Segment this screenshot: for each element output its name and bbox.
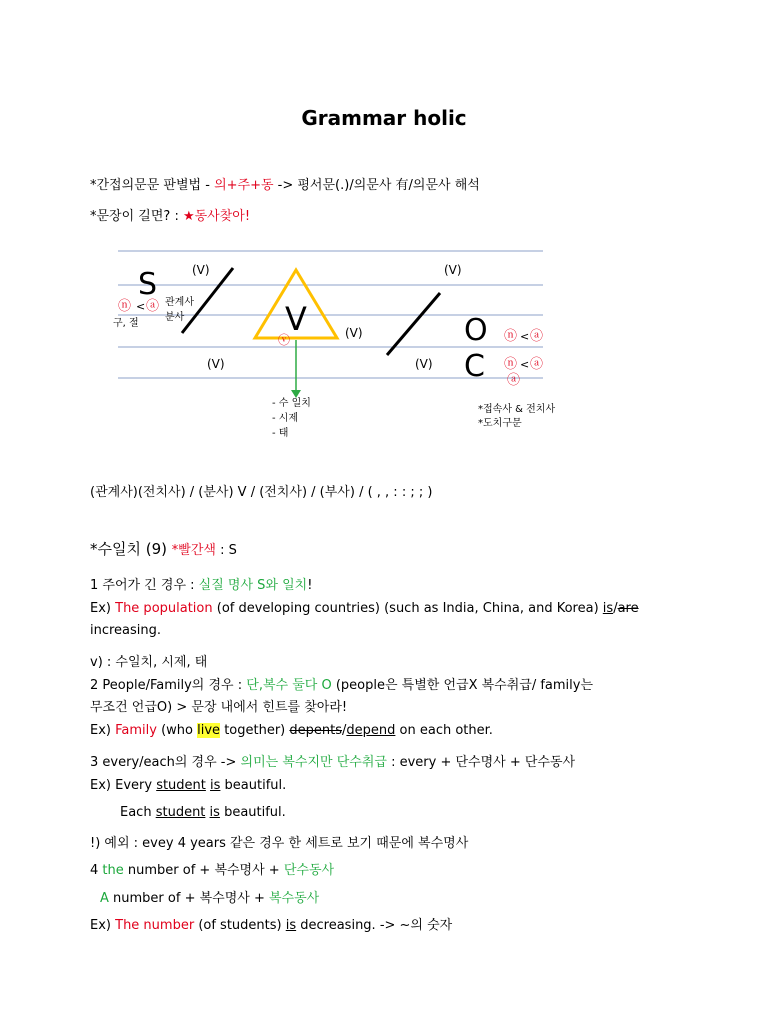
ex-3a-is: is [210,778,221,793]
ex-1-is: is [602,601,614,616]
pattern-line: (관계사)(전치사) / (분사) V / (전치사) / (부사) / ( , , : : ; ; ) [90,485,433,500]
item-4b-a: A [100,891,109,906]
adj-mark-s: ⓐ [146,299,160,314]
ex-1-middle: (of developing countries) (such as India, China, and Korea) [212,601,603,616]
note-conjunction: *접속사 & 전치사 [478,404,556,415]
noun-mark-c: ⓝ [504,357,518,372]
v-note-tense: - 시제 [272,413,299,424]
tip-text: *문장이 길면? : [90,209,183,224]
ex-3a-end: beautiful. [220,778,287,793]
note-inversion: *도치구문 [478,418,522,429]
example-4 [90,914,452,933]
item-3-rule: : every + 단수명사 + 단수동사 [386,755,576,770]
subject-letter: S [138,267,158,302]
ex-3b-prefix: Each [120,805,156,820]
item-4-verb: 단수동사 [283,863,335,878]
example-1 [90,598,680,642]
lt-o: < [520,330,530,343]
item-2-text: 2 People/Family의 경우 : [90,678,247,693]
item-3 [90,751,575,770]
ex-2-depend: depend [346,723,396,738]
item-4-text: number of + 복수명사 + [123,863,284,878]
heading-s: : S [215,543,237,558]
ex-1-prefix: Ex) [90,601,116,616]
rule-text-end: -> 평서문(.)/의문사 有/의문사 해석 [273,178,480,193]
v-label-3: (V) [345,326,363,340]
example-3b [120,805,286,820]
item-4 [90,859,334,878]
adj-mark-o: ⓐ [530,329,544,344]
item-1-end: ! [307,578,313,593]
ex-1-are: are [617,601,639,616]
item-4-num: 4 [90,863,103,878]
sentence-structure-diagram [0,0,768,460]
item-1-highlight: 실질 명사 S와 일치 [198,578,308,593]
ex-1-end: increasing. [90,623,162,638]
v-label-2: (V) [444,263,462,277]
v-note-voice: - 태 [272,428,289,439]
verb-letter: V [285,300,307,338]
v-note-agreement: - 수 일치 [272,398,311,409]
ex-2-who: (who [156,723,198,738]
ex-4-prefix: Ex) [90,918,116,933]
item-2-highlight: 단,복수 둘다 O [246,678,332,693]
tip-highlight: ★동사찾아! [182,209,251,224]
verb-mark: ⓥ [278,333,291,347]
ex-2-together: together) [220,723,290,738]
item-1 [90,574,312,593]
ex-3b-is: is [209,805,220,820]
ex-4-end: decreasing. -> ~의 숫자 [296,918,453,933]
ex-3b-end: beautiful. [219,805,286,820]
s-note-participle: 분사 [165,312,185,323]
ex-2-end: on each other. [395,723,493,738]
item-3-text: 3 every/each의 경우 -> [90,755,241,770]
item-4b [100,887,319,906]
exception-line: !) 예외 : evey 4 years 같은 경우 한 세트로 보기 때문에 복수명사 [90,836,469,851]
noun-mark-o: ⓝ [504,329,518,344]
ex-3a-student: student [156,778,206,793]
ex-1-slash: / [613,601,618,616]
v-line: v) : 수일치, 시제, 태 [90,655,208,670]
example-2 [90,723,493,738]
section-heading [90,538,237,559]
item-2-note-end: 무조건 언급O) > 문장 내에서 힌트를 찾아라! [90,700,348,715]
lt-c: < [520,358,530,371]
v-label-5: (V) [415,357,433,371]
s-note-relative: 관계사 [165,297,194,308]
rule-text: *간접의문문 판별법 - [90,178,215,193]
ex-3a-prefix: Ex) Every [90,778,157,793]
adj-mark-c2: ⓐ [507,373,521,388]
ex-3b-student: student [155,805,206,820]
object-letter: O [464,313,488,348]
heading-text: *수일치 (9) [90,540,172,558]
adj-mark-c: ⓐ [530,357,544,372]
item-3-highlight: 의미는 복수지만 단수취급 [240,755,387,770]
ex-2-slash: / [342,723,347,738]
s-note-phrase-clause: 구, 절 [113,318,139,329]
slash-right [387,293,440,355]
arrow-head [291,390,301,398]
v-label-4: (V) [207,357,225,371]
lt-s: < [136,300,146,313]
ex-2-depents: depents [289,723,342,738]
ex-2-prefix: Ex) [90,723,116,738]
item-2-note: (people은 특별한 언급X 복수취급/ family는 [331,678,594,693]
heading-color-note: *빨간색 [171,543,216,558]
example-3a [90,778,286,793]
ex-2-live: live [197,723,221,738]
ex-4-is: is [285,918,297,933]
item-4b-verb: 복수동사 [269,891,320,906]
ex-4-middle: (of students) [194,918,286,933]
item-4b-text: number of + 복수명사 + [108,891,269,906]
item-2 [90,675,680,719]
item-1-text: 1 주어가 긴 경우 : [90,578,199,593]
v-label-1: (V) [192,263,210,277]
noun-mark-s: ⓝ [118,299,132,314]
ex-2-subject: Family [115,723,157,738]
page-title: Grammar holic [301,106,467,130]
item-4-the: the [102,863,124,878]
complement-letter: C [464,349,485,384]
ex-1-subject: The population [115,601,213,616]
rule-highlight: 의+주+동 [214,178,274,193]
ex-4-subject: The number [115,918,195,933]
